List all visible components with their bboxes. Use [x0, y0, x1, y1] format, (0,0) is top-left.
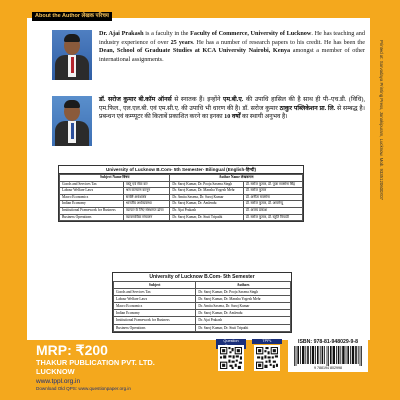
- table-cell: Labour Welfare Laws: [60, 188, 124, 195]
- table-row: [114, 310, 291, 317]
- qr-code-tppl[interactable]: [254, 345, 280, 371]
- table-cell: डॉ. सरोज कुमार, डॉ. अमलेन्दु: [243, 201, 302, 208]
- books-table: [113, 281, 291, 332]
- table-cell: Dr. Saroj Kumar, Dr. Amlendu: [170, 201, 243, 208]
- table-cell: डॉ. सरोज कुमार: [243, 188, 302, 195]
- barcode-icon: [292, 346, 364, 366]
- table-cell: Macro Economics: [60, 194, 124, 201]
- about-author-heading: About the Author लेखक परिचय: [32, 12, 112, 21]
- table-header: Authors: [196, 282, 291, 289]
- table-cell: व्यापार के लिए संस्थागत ढांचा: [123, 207, 169, 214]
- table-cell: Dr. Ajai Prakash: [170, 207, 243, 214]
- table-cell: Dr. Amita Saxena, Dr. Saroj Kumar: [196, 303, 291, 310]
- table-cell: Business Operations: [60, 214, 124, 221]
- download-link[interactable]: Download Old QPS: www.questionpaper.org.in: [36, 386, 131, 391]
- table-row: [60, 214, 303, 221]
- table-row: [60, 194, 303, 201]
- table-row: [60, 207, 303, 214]
- table-cell: Dr. Saroj Kumar, Dr. Amlendu: [196, 310, 291, 317]
- author-bio-hindi: डॉ. सरोज कुमार बी.कॉम ऑनर्स से स्नातक हैं। इन्होंने एम.बी.ए. की उपाधि हासिल की है साथ ही पी–एच.डी. (विधि), एम.फिल., एल.एल.बी. एवं एम.सी.ए. की उपाधि भी धारण की है। डॉ. सरोज कुमार ठाकुर पब्लिकेशन प्रा. लि. से सम्बद्ध है। प्रबन्धन एवं कम्प्यूटर की किताबें प्रकाशित करने का इनका 10 वर्षों का स्थायी अनुभव है।: [99, 96, 366, 121]
- table-cell: Dr. Saroj Kumar, Dr. Pooja Saxena Singh: [196, 289, 291, 296]
- table-row: [60, 201, 303, 208]
- table-row: [114, 303, 291, 310]
- table-cell: Dr. Amita Saxena, Dr. Saroj Kumar: [170, 194, 243, 201]
- table-cell: वस्तु एवं सेवा कर: [123, 181, 169, 188]
- table-cell: Business Operations: [114, 324, 196, 331]
- table-cell: Goods and Services Tax: [60, 181, 124, 188]
- table-cell: Dr. Saroj Kumar, Dr. Stuti Tripathi: [170, 214, 243, 221]
- table-row: [114, 317, 291, 324]
- table-cell: Dr. Saroj Kumar, Dr. Pooja Saxena Singh: [170, 181, 243, 188]
- isbn-barcode: [288, 338, 368, 372]
- table-header: Subject: [114, 282, 196, 289]
- table-header: Author Name लेखकगण: [170, 175, 303, 182]
- qr-label-tppl: TPPL: [252, 339, 282, 344]
- table-row: [114, 324, 291, 331]
- table-cell: डॉ. अजय प्रकाश: [243, 207, 302, 214]
- table-cell: Institutional Framework for Business: [114, 317, 196, 324]
- table-row: [60, 188, 303, 195]
- table-row: [114, 289, 291, 296]
- table-cell: डॉ. सरोज कुमार, डॉ. स्तुति त्रिपाठी: [243, 214, 302, 221]
- bilingual-books-table: [58, 165, 304, 222]
- isbn-number: ISBN: 978-81-948029-9-8: [298, 339, 358, 345]
- table-cell: Labour Welfare Laws: [114, 296, 196, 303]
- table-cell: Macro Economics: [114, 303, 196, 310]
- author-ajai-prakash: [52, 30, 364, 88]
- qr-code-question-papers[interactable]: [218, 345, 244, 371]
- barcode-digits: 9 788194 802998: [314, 366, 342, 370]
- author-saroj-kumar: [52, 96, 364, 154]
- books-table: [59, 174, 303, 221]
- table-header: Subject Name विषय: [60, 175, 170, 182]
- table-cell: भारतीय अर्थव्यवस्था: [123, 201, 169, 208]
- qr-label-question-papers: Question: [216, 339, 246, 349]
- qr-icon: [256, 347, 278, 369]
- table-cell: Institutional Framework for Business: [60, 207, 124, 214]
- table-cell: Goods and Services Tax: [114, 289, 196, 296]
- price: MRP: ₹200: [36, 342, 108, 358]
- website-link[interactable]: www.tppl.org.in: [36, 378, 81, 385]
- table-cell: Indian Economy: [60, 201, 124, 208]
- qr-icon: [220, 347, 242, 369]
- table-cell: डॉ. सरोज कुमार, डॉ. पूजा सक्सेना सिंह: [243, 181, 302, 188]
- table-cell: श्रम कल्याण कानून: [123, 188, 169, 195]
- table-row: [114, 296, 291, 303]
- table-cell: Dr. Saroj Kumar, Dr. Mansha Yogesh Mehr: [196, 296, 291, 303]
- table-cell: Dr. Ajai Prakash: [196, 317, 291, 324]
- english-books-table: [112, 272, 292, 333]
- table-cell: Dr. Saroj Kumar, Dr. Mansha Yogesh Mehr: [170, 188, 243, 195]
- printer-info: Printed at: Sarvodaya Printing Press, Janakipuram, Lucknow. Mob. 9335120600X07: [379, 40, 384, 201]
- table-cell: डॉ. अनीता सक्सेना: [243, 194, 302, 201]
- author-bio-english: Dr. Ajai Prakash is a faculty in the Faculty of Commerce, University of Lucknow. He has teaching and industry experience of over 25 years. He has a number of research papers to his credit. He has been the Dean, School of Graduate Studies at KCA University Nairobi, Kenya amongst a member of other international assignments.: [99, 30, 365, 63]
- publisher-name: THAKUR PUBLICATION PVT. LTD. LUCKNOW: [36, 358, 155, 376]
- table-cell: समष्टि अर्थशास्त्र: [123, 194, 169, 201]
- table-title: University of Lucknow B.Com- 5th Semester: [149, 274, 255, 280]
- table-cell: Indian Economy: [114, 310, 196, 317]
- table-row: [60, 181, 303, 188]
- author-photo: [52, 30, 92, 80]
- table-title: University of Lucknow B.Com- 5th Semester- Bilingual (English-हिन्दी): [59, 166, 303, 174]
- table-cell: व्यावसायिक संचालन: [123, 214, 169, 221]
- table-cell: Dr. Saroj Kumar, Dr. Stuti Tripathi: [196, 324, 291, 331]
- author-photo: [52, 96, 92, 146]
